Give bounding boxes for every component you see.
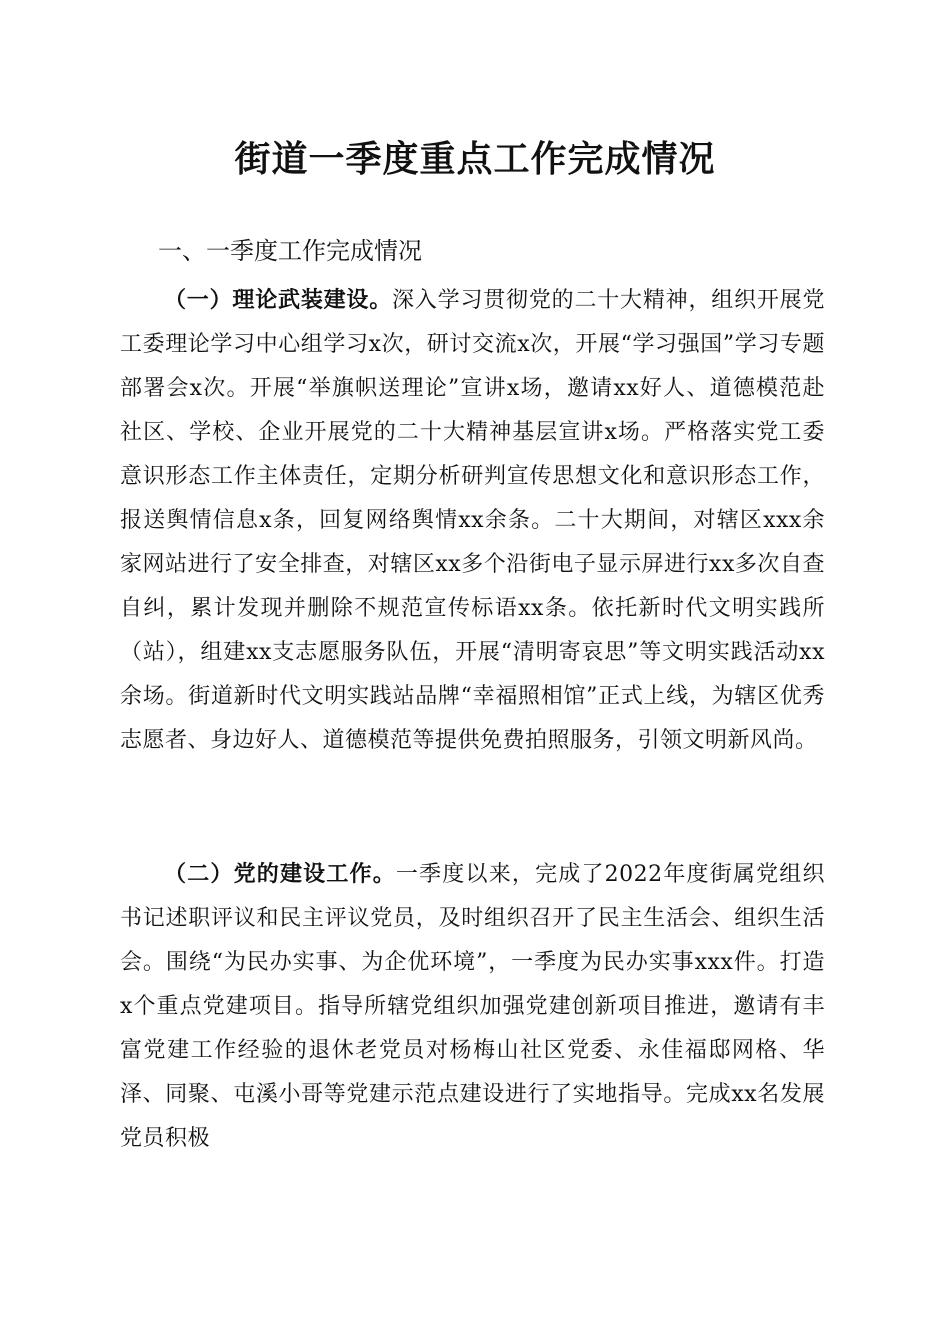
paragraph-body: 一季度以来，完成了2022年度街属党组织书记述职评议和民主评议党员，及时组织召开了民主生活会、组织生活会。围绕“为民办实事、为企优环境”，一季度为民办实事xxx件。打造x个重点党建项目。指导所辖党组织加强党建创新项目推进，邀请有丰富党建工作经验的退休老党员对杨梅山社区党委、永佳福邸网格、华泽、同聚、屯溪小哥等党建示范点建设进行了实地指导。完成xx名发展党员积极: [120, 862, 825, 1151]
paragraph-theory-building: [120, 278, 825, 763]
paragraph-body: 深入学习贯彻党的二十大精神，组织开展党工委理论学习中心组学习x次，研讨交流x次，开展“学习强国”学习专题部署会x次。开展“举旗帜送理论”宣讲x场，邀请xx好人、道德模范赴社区、学校、企业开展党的二十大精神基层宣讲x场。严格落实党工委意识形态工作主体责任，定期分析研判宣传思想文化和意识形态工作，报送舆情信息x条，回复网络舆情xx余条。二十大期间，对辖区xxx余家网站进行了安全排查，对辖区xx多个沿街电子显示屏进行xx多次自查自纠，累计发现并删除不规范宣传标语xx条。依托新时代文明实践所（站），组建xx支志愿服务队伍，开展“清明寄哀思”等文明实践活动xx余场。街道新时代文明实践站品牌“幸福照相馆”正式上线，为辖区优秀志愿者、身边好人、道德模范等提供免费拍照服务，引领文明新风尚。: [120, 288, 825, 753]
document-title: 街道一季度重点工作完成情况: [234, 138, 716, 180]
paragraph-subhead: （一）理论武装建设。: [164, 287, 393, 313]
paragraph-subhead: （二）党的建设工作。: [164, 861, 396, 887]
section-heading: 一、一季度工作完成情况: [158, 237, 422, 265]
paragraph-party-building: [120, 852, 825, 1161]
